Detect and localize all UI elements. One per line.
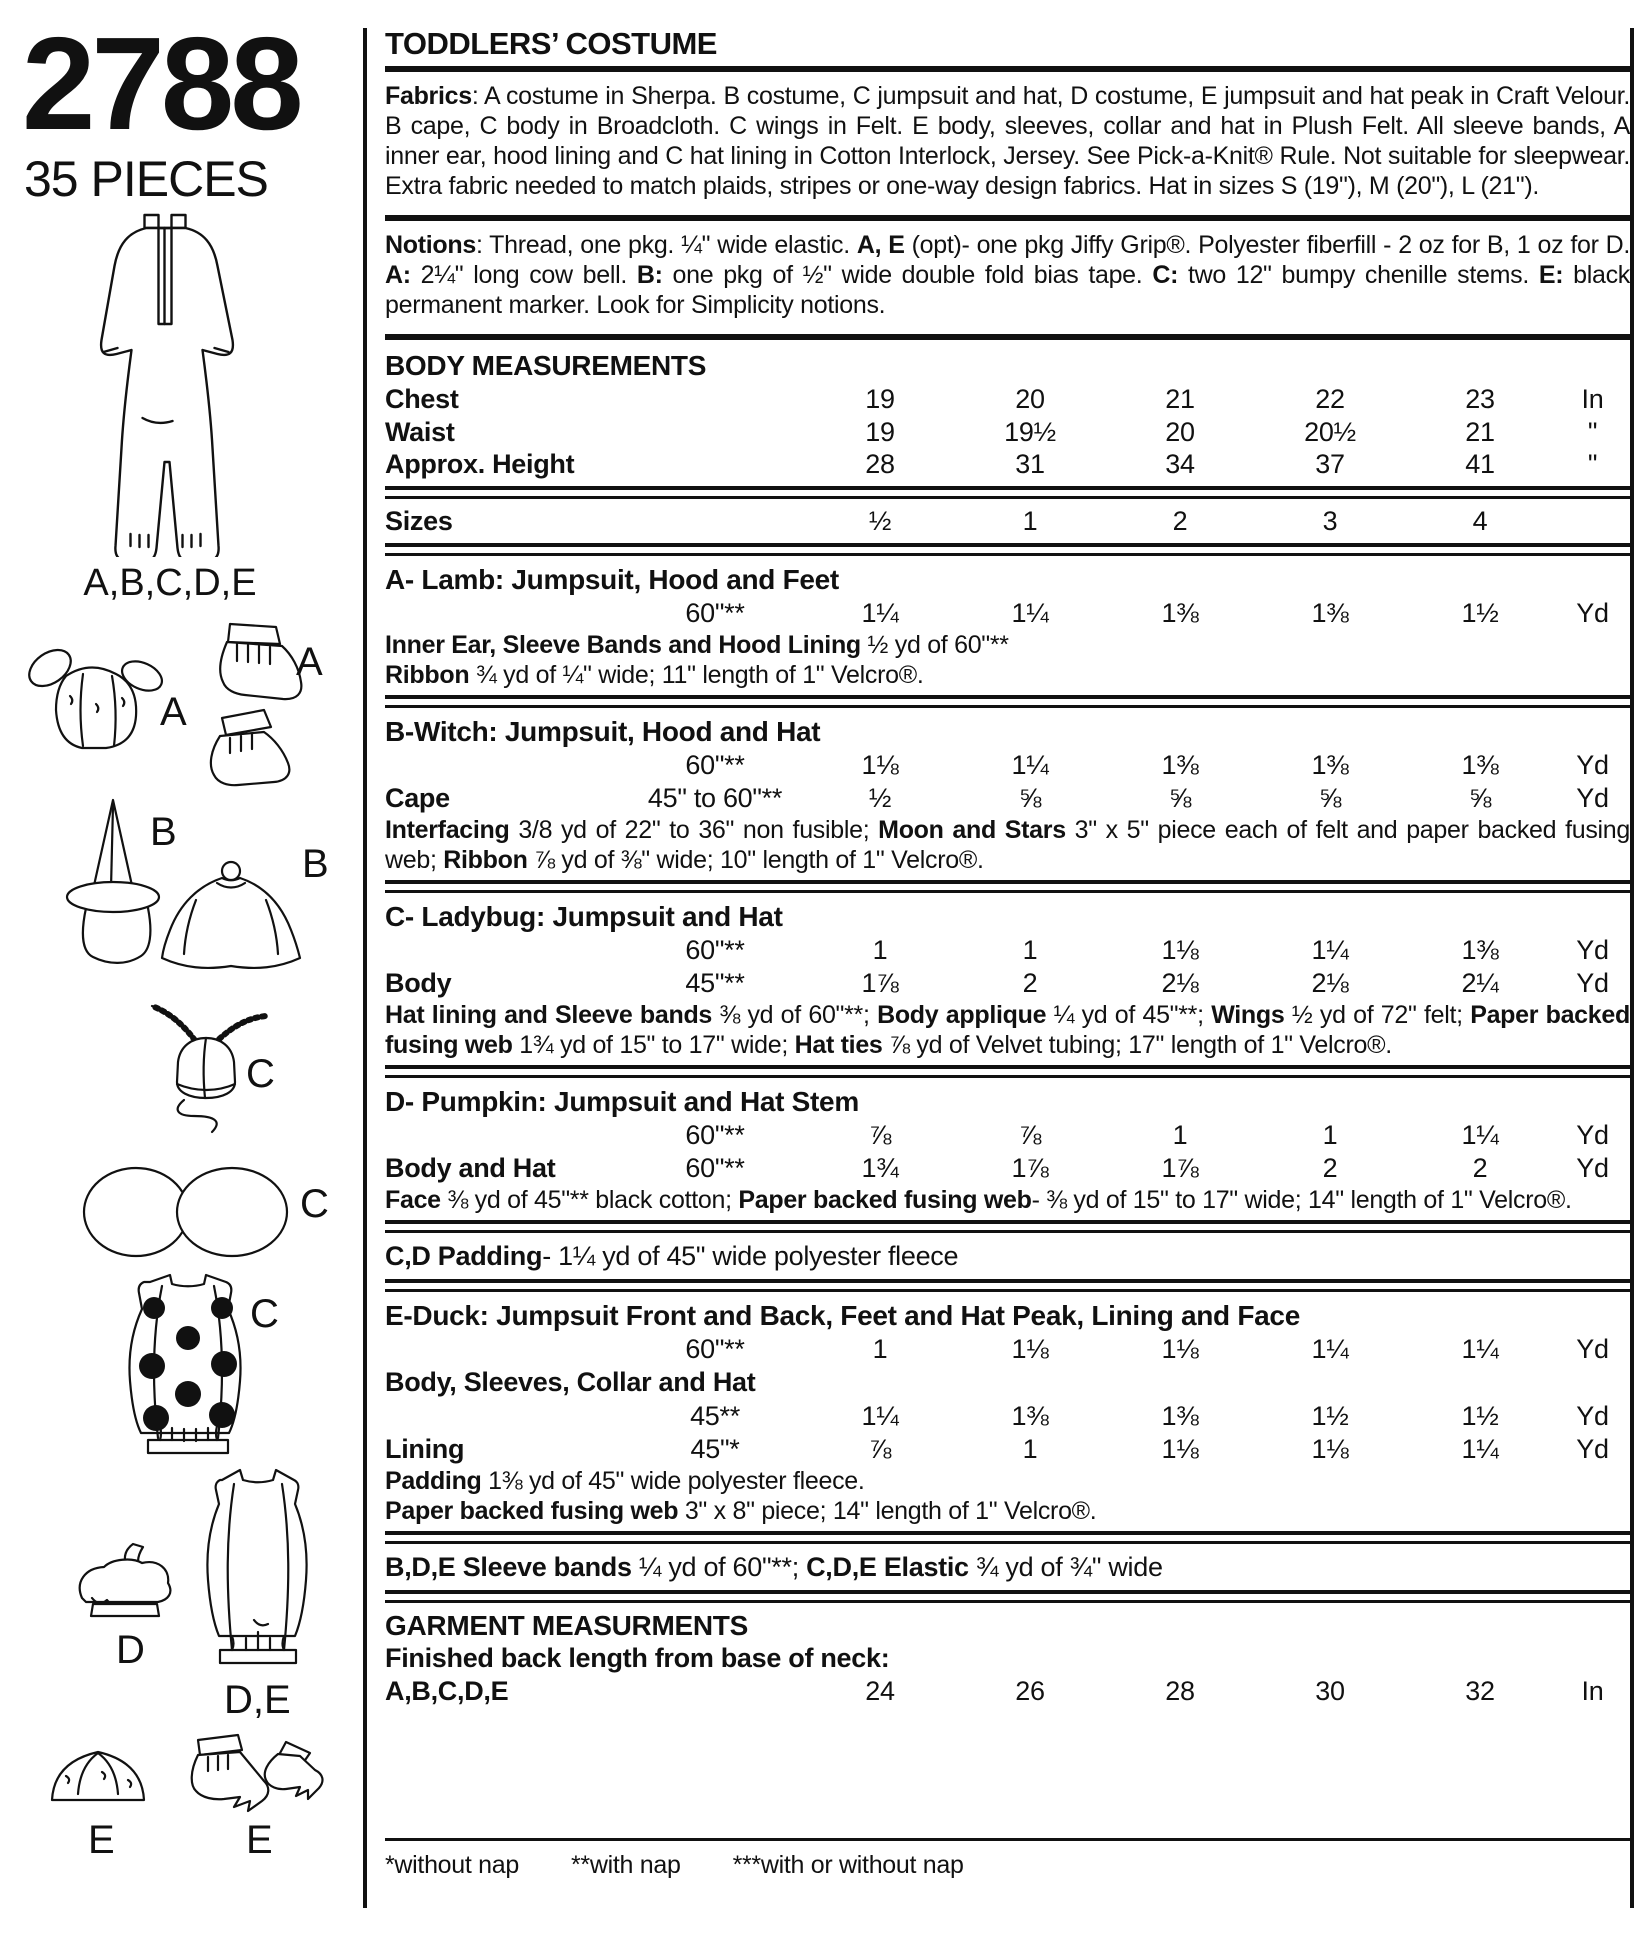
section-title-B: B-Witch: Jumpsuit, Hood and Hat xyxy=(385,716,821,748)
yardage-value: 37 xyxy=(1315,449,1345,480)
view-label-wings: C xyxy=(300,1182,329,1226)
measurement-row xyxy=(385,597,1630,630)
fabric-width: 45" to 60"** xyxy=(647,783,783,814)
yardage-value: 1⅜ xyxy=(1311,750,1349,781)
view-label-duck-hat: E xyxy=(88,1818,115,1862)
yardage-value: 19½ xyxy=(1004,416,1056,447)
measurement-row xyxy=(385,967,1630,1000)
unit-label: Yd xyxy=(1576,750,1609,781)
section-divider xyxy=(385,543,1630,556)
yardage-value: ⅝ xyxy=(1318,783,1342,814)
yardage-tables xyxy=(385,349,1630,1708)
section-divider xyxy=(385,486,1630,499)
fabric-width: 60"** xyxy=(685,1120,745,1151)
yardage-value: 1⅜ xyxy=(1161,1400,1199,1431)
yardage-value: 1¼ xyxy=(1461,1120,1499,1151)
fabric-width: 45"** xyxy=(685,968,745,999)
yardage-value: 1 xyxy=(872,1334,888,1364)
yardage-value: 20 xyxy=(1165,416,1195,447)
section-divider xyxy=(385,1279,1630,1292)
section-divider xyxy=(385,1065,1630,1078)
yardage-value: 24 xyxy=(865,1675,895,1706)
yardage-value: 1⅜ xyxy=(1311,598,1349,629)
yardage-value: 23 xyxy=(1465,383,1495,414)
measurement-row xyxy=(385,1119,1630,1152)
yardage-value: 4 xyxy=(1472,506,1488,537)
unit-label: Yd xyxy=(1576,1334,1609,1364)
yardage-value: 1 xyxy=(872,935,888,966)
wings-illustration xyxy=(80,1162,292,1262)
notions-paragraph: Notions: Thread, one pkg. ¼" wide elastic. A, E (opt)- one pkg Jiffy Grip®. Polyester fiberfill - 2 oz for B, 1 oz for D. A: 2¼" long cow bell. B: one pkg of ½" wide double fold bias tape. C: two 12" bumpy chenille stems. E: black permanent marker. Look for Simplicity notions. xyxy=(385,231,1631,319)
duck-feet-illustration xyxy=(182,1730,328,1820)
yardage-value: 1⅞ xyxy=(1161,1152,1199,1183)
pattern-number: 2788 xyxy=(22,10,300,157)
garment-measurement-row xyxy=(385,1675,1630,1708)
row-label: A,B,C,D,E xyxy=(385,1675,509,1706)
measurement-row xyxy=(385,749,1630,782)
yardage-value: 20 xyxy=(1015,383,1045,414)
unit-label: In xyxy=(1581,383,1604,414)
yardage-value: 26 xyxy=(1015,1675,1045,1706)
yardage-value: 1¼ xyxy=(1311,1334,1349,1364)
yardage-value: 1⅛ xyxy=(861,750,899,781)
lamb-hood-illustration xyxy=(20,638,170,758)
yardage-value: 2 xyxy=(1172,506,1188,537)
section-note: Hat lining and Sleeve bands ⅜ yd of 60"**; Body applique ¼ yd of 45"**; Wings ½ yd of 72" felt; Paper backed fusing web 1¾ yd of 15" to 17" wide; Hat ties ⅞ yd of Velvet tubing; 17" length of 1" Velcro®. xyxy=(385,1001,1630,1060)
view-label-duck-feet: E xyxy=(246,1818,273,1862)
view-label-jumpsuit: A,B,C,D,E xyxy=(83,562,257,604)
body-measurements-heading: BODY MEASUREMENTS xyxy=(385,350,707,381)
row-label: Lining xyxy=(385,1433,465,1464)
yardage-value: 21 xyxy=(1465,416,1495,447)
yardage-value: 1 xyxy=(1022,506,1038,537)
unit-label: Yd xyxy=(1576,968,1609,999)
fabrics-rule xyxy=(385,215,1630,221)
yardage-value: 21 xyxy=(1165,383,1195,414)
romper-body-illustration xyxy=(190,1462,328,1674)
row-label: Waist xyxy=(385,416,455,447)
view-label-cape: B xyxy=(302,842,329,886)
title-rule xyxy=(385,66,1630,72)
yardage-value: 1 xyxy=(1322,1120,1338,1151)
notions-rule xyxy=(385,334,1630,340)
yardage-value: 1¼ xyxy=(1011,598,1049,629)
cape-illustration xyxy=(156,858,306,970)
yardage-value: 32 xyxy=(1465,1675,1495,1706)
section-title-C: C- Ladybug: Jumpsuit and Hat xyxy=(385,901,783,933)
measurement-row xyxy=(385,1152,1630,1185)
unit-label: Yd xyxy=(1576,1152,1609,1183)
yardage-value: ½ xyxy=(868,783,892,814)
yardage-value: ½ xyxy=(868,506,892,537)
row-label: Chest xyxy=(385,383,459,414)
measurement-row xyxy=(385,934,1630,967)
unit-label: In xyxy=(1581,1675,1604,1706)
section-title-A: A- Lamb: Jumpsuit, Hood and Feet xyxy=(385,564,839,596)
sizes-row xyxy=(385,505,1630,538)
yardage-value: 1⅛ xyxy=(1161,1433,1199,1464)
section-title-E: E-Duck: Jumpsuit Front and Back, Feet and Hat Peak, Lining and Face xyxy=(385,1300,1300,1331)
fabric-width: 60"** xyxy=(685,598,745,629)
unit-label: Yd xyxy=(1576,1433,1609,1464)
yardage-value: 1½ xyxy=(1311,1400,1349,1431)
yardage-value: 1⅜ xyxy=(1461,750,1499,781)
yardage-value: 1¼ xyxy=(861,1400,899,1431)
view-label-witch-hat: B xyxy=(150,810,177,854)
section-divider xyxy=(385,695,1630,708)
unit-label: Yd xyxy=(1576,783,1609,814)
yardage-value: 1⅛ xyxy=(1311,1433,1349,1464)
garment-subheading: Finished back length from base of neck: xyxy=(385,1643,890,1674)
view-label-lamb-feet: A xyxy=(296,640,323,684)
footnote-block xyxy=(385,1838,1630,1880)
yardage-value: 1⅞ xyxy=(861,968,899,999)
page-title: TODDLERS’ COSTUME xyxy=(385,26,717,61)
right-divider xyxy=(1630,28,1634,1908)
yardage-value: 1⅞ xyxy=(1011,1152,1049,1183)
section-divider xyxy=(385,1531,1630,1544)
yardage-value: 1¾ xyxy=(861,1152,899,1183)
section-divider xyxy=(385,1220,1630,1233)
yardage-value: ⅝ xyxy=(1168,783,1192,814)
view-label-ladybug-hat: C xyxy=(246,1052,275,1096)
measurement-row xyxy=(385,782,1630,815)
section-note: Interfacing 3/8 yd of 22" to 36" non fusible; Moon and Stars 3" x 5" piece each of felt and paper backed fusing web; Ribbon ⅞ yd of ⅜" wide; 10" length of 1" Velcro®. xyxy=(385,816,1630,875)
yardage-value: 1⅛ xyxy=(1011,1334,1049,1364)
footnote-with-or-without-nap: ***with or without nap xyxy=(732,1851,964,1879)
fabric-width: 45"* xyxy=(690,1433,740,1464)
unit-label: " xyxy=(1587,449,1598,480)
yardage-value: 19 xyxy=(865,416,895,447)
measurement-row xyxy=(385,1333,1630,1366)
yardage-value: 1⅜ xyxy=(1461,935,1499,966)
yardage-value: ⅝ xyxy=(1018,783,1042,814)
yardage-value: ⅝ xyxy=(1468,783,1492,814)
yardage-value: 1 xyxy=(1172,1120,1188,1151)
fabric-width: 60"** xyxy=(685,1334,745,1364)
yardage-value: 1⅜ xyxy=(1011,1400,1049,1431)
yardage-value: 20½ xyxy=(1304,416,1356,447)
row-label: Sizes xyxy=(385,506,453,537)
left-divider xyxy=(363,28,367,1908)
section-title-D: D- Pumpkin: Jumpsuit and Hat Stem xyxy=(385,1086,859,1118)
yardage-value: 2 xyxy=(1472,1152,1488,1183)
section-note: Paper backed fusing web 3" x 8" piece; 14" length of 1" Velcro®. xyxy=(385,1496,1097,1525)
yardage-value: 41 xyxy=(1465,449,1495,480)
fabric-width: 60"** xyxy=(685,750,745,781)
yardage-value: 1¼ xyxy=(1011,750,1049,781)
ladybug-body-illustration xyxy=(110,1268,268,1468)
yardage-value: 2¼ xyxy=(1461,968,1499,999)
view-label-lamb-hood: A xyxy=(160,690,187,734)
pieces-count: 35 PIECES xyxy=(24,151,268,207)
yardage-value: 1¼ xyxy=(1461,1334,1499,1364)
yardage-value: ⅞ xyxy=(1018,1120,1042,1151)
row-label: Cape xyxy=(385,783,450,814)
yardage-value: 1 xyxy=(1022,1433,1038,1464)
footnote-without-nap: *without nap xyxy=(385,1851,519,1879)
yardage-value: 34 xyxy=(1165,449,1195,480)
sleeve-bands-note: B,D,E Sleeve bands ¼ yd of 60"**; C,D,E Elastic ¾ yd of ¾" wide xyxy=(385,1551,1163,1582)
unit-label: " xyxy=(1587,416,1598,447)
measurement-row xyxy=(385,1400,1630,1433)
unit-label: Yd xyxy=(1576,1120,1609,1151)
yardage-value: 1⅜ xyxy=(1161,598,1199,629)
fabric-width: 60"** xyxy=(685,1152,745,1183)
yardage-value: 1⅛ xyxy=(1161,1334,1199,1364)
yardage-value: 1½ xyxy=(1461,1400,1499,1431)
measurement-row xyxy=(385,416,1630,449)
row-label: Body xyxy=(385,968,452,999)
yardage-value: ⅞ xyxy=(868,1433,892,1464)
yardage-value: 28 xyxy=(1165,1675,1195,1706)
padding-note: C,D Padding- 1¼ yd of 45" wide polyester fleece xyxy=(385,1240,959,1271)
garment-measurements-heading: GARMENT MEASURMENTS xyxy=(385,1609,748,1641)
section-note: Padding 1⅜ yd of 45" wide polyester fleece. xyxy=(385,1466,865,1495)
fabric-width: 45** xyxy=(690,1400,740,1431)
view-label-body: D,E xyxy=(224,1678,291,1722)
yardage-value: 2 xyxy=(1322,1152,1338,1183)
yardage-value: 1⅜ xyxy=(1161,750,1199,781)
yardage-value: ⅞ xyxy=(868,1120,892,1151)
yardage-value: 30 xyxy=(1315,1675,1345,1706)
yardage-value: 28 xyxy=(865,449,895,480)
unit-label: Yd xyxy=(1576,935,1609,966)
jumpsuit-illustration xyxy=(76,212,256,557)
yardage-value: 2 xyxy=(1022,968,1038,999)
measurement-row xyxy=(385,383,1630,416)
yardage-value: 3 xyxy=(1322,506,1338,537)
witch-hat-illustration xyxy=(62,796,164,968)
unit-label: Yd xyxy=(1576,1400,1609,1431)
yardage-value: 1¼ xyxy=(1461,1433,1499,1464)
section-divider xyxy=(385,880,1630,893)
view-label-ladybug-body: C xyxy=(250,1292,279,1336)
yardage-value: 22 xyxy=(1315,383,1345,414)
left-panel xyxy=(0,0,363,1950)
duck-hat-illustration xyxy=(44,1742,152,1808)
row-label: Approx. Height xyxy=(385,449,575,480)
fabric-width: 60"** xyxy=(685,935,745,966)
yardage-value: 1 xyxy=(1022,935,1038,966)
yardage-value: 1¼ xyxy=(861,598,899,629)
section-note: Inner Ear, Sleeve Bands and Hood Lining ½ yd of 60"** xyxy=(385,631,1009,660)
yardage-value: 19 xyxy=(865,383,895,414)
section-note: Face ⅜ yd of 45"** black cotton; Paper backed fusing web- ⅜ yd of 15" to 17" wide; 14" length of 1" Velcro®. xyxy=(385,1185,1572,1214)
row-label: Body and Hat xyxy=(385,1152,556,1183)
yardage-value: 1⅛ xyxy=(1161,935,1199,966)
fabrics-paragraph: Fabrics: A costume in Sherpa. B costume, C jumpsuit and hat, D costume, E jumpsuit and hat peak in Craft Velour. B cape, C body in Broadcloth. C wings in Felt. E body, sleeves, collar and hat in Plush Felt. All sleeve bands, A inner ear, hood lining and C hat lining in Cotton Interlock, Jersey. See Pick-a-Knit® Rule. Not suitable for sleepwear. Extra fabric needed to match plaids, stripes or one-way design fabrics. Hat in sizes S (19"), M (20"), L (21"). xyxy=(385,82,1630,200)
unit-label: Yd xyxy=(1576,598,1609,629)
pumpkin-hat-illustration xyxy=(66,1540,186,1624)
yardage-value: 1½ xyxy=(1461,598,1499,629)
section-divider xyxy=(385,1590,1630,1603)
yardage-value: 2⅛ xyxy=(1161,968,1199,999)
measurement-row xyxy=(385,1433,1630,1466)
footnote-with-nap: **with nap xyxy=(571,1851,681,1879)
yardage-value: 2⅛ xyxy=(1311,968,1349,999)
content-panel xyxy=(385,26,1630,1708)
section-note: Ribbon ¾ yd of ¼" wide; 11" length of 1" Velcro®. xyxy=(385,661,924,690)
yardage-value: 31 xyxy=(1015,449,1045,480)
view-label-pumpkin-hat: D xyxy=(116,1628,145,1672)
measurement-row xyxy=(385,448,1630,481)
yardage-value: 1¼ xyxy=(1311,935,1349,966)
row-group-label: Body, Sleeves, Collar and Hat xyxy=(385,1366,756,1397)
